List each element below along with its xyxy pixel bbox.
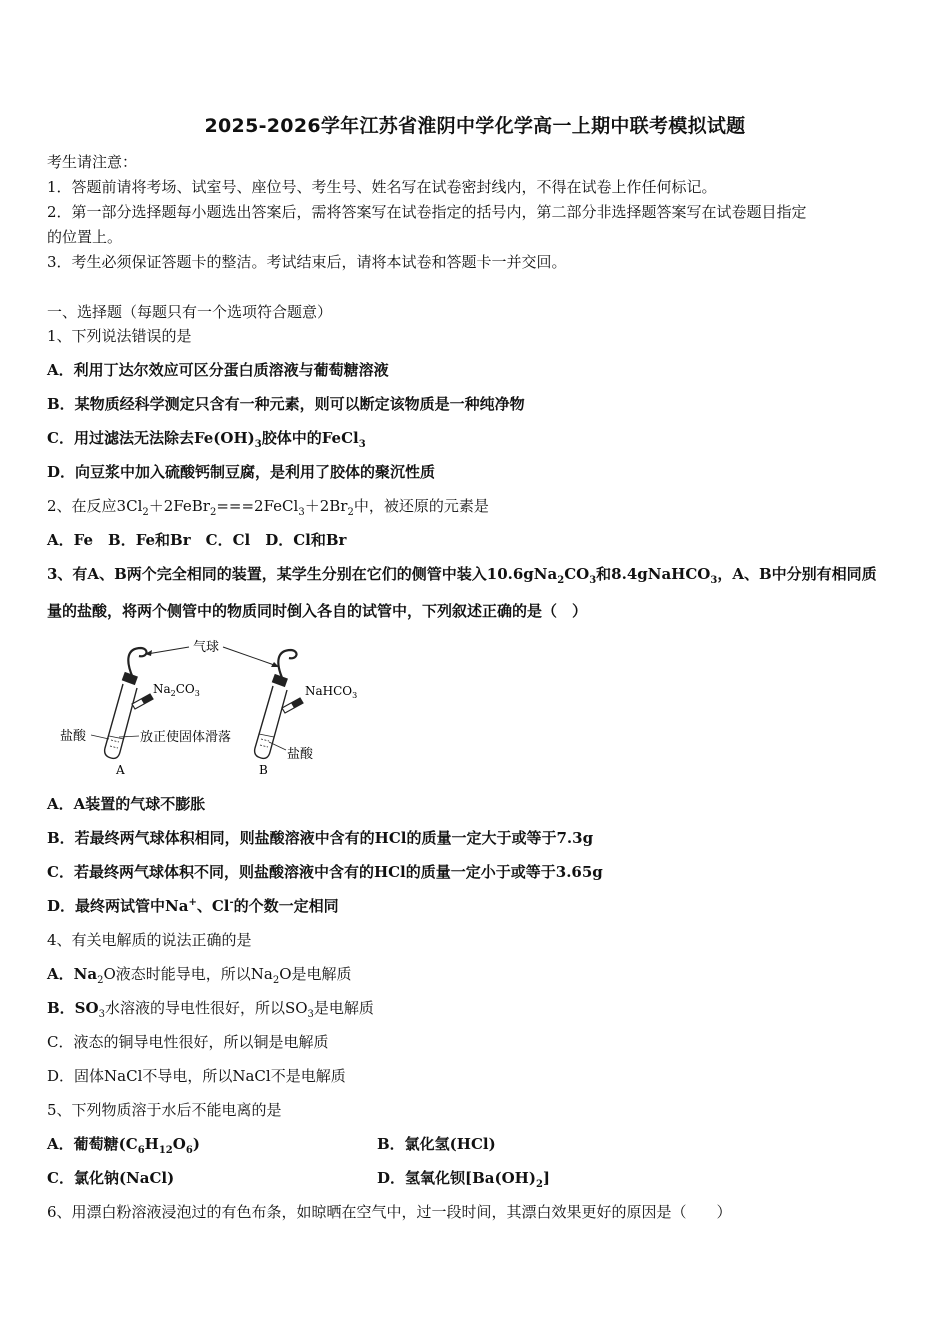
q5-option-c: C．氯化钠(NaCl) bbox=[47, 1169, 175, 1187]
q4-option-b: B．$SO_3$水溶液的导电性很好，所以$SO_3$是电解质 bbox=[47, 999, 374, 1020]
balloon-arrow-right bbox=[223, 647, 277, 666]
notice-item-2-cont: 的位置上。 bbox=[47, 228, 123, 246]
q4-option-c: C．液态的铜导电性很好，所以铜是电解质 bbox=[47, 1033, 329, 1051]
notice-item-1: 1．答题前请将考场、试室号、座位号、考生号、姓名写在试卷密封线内，不得在试卷上作任何标记。 bbox=[47, 178, 717, 196]
note-label: 放正使固体滑落 bbox=[140, 730, 232, 745]
q3-stem-line1: 3、有A、B两个完全相同的装置，某学生分别在它们的侧管中装入$10.6gNa_2CO_3$和8.4gNaHCO$_3$，A、B中分别有相同质 bbox=[47, 565, 877, 586]
balloon-a bbox=[128, 648, 146, 678]
balloon-b bbox=[278, 650, 296, 680]
nahco3-label: NaHCO$_3$ bbox=[305, 684, 358, 700]
notice-item-3: 3．考生必须保证答题卡的整洁。考试结束后，请将本试卷和答题卡一并交回。 bbox=[47, 253, 567, 271]
q1-stem: 1、下列说法错误的是 bbox=[47, 327, 192, 345]
label-a: A bbox=[116, 763, 125, 777]
q5-stem: 5、下列物质溶于水后不能电离的是 bbox=[47, 1101, 282, 1119]
q3-option-a: A．A装置的气球不膨胀 bbox=[47, 795, 206, 813]
q1-option-c: C．用过滤法无法除去$Fe(OH)_3$胶体中的FeCl$_3$ bbox=[47, 429, 366, 450]
test-tube-b bbox=[255, 686, 287, 758]
q4-option-d: D．固体NaCl不导电，所以NaCl不是电解质 bbox=[47, 1067, 346, 1085]
q4-option-a: A．$Na_2O$液态时能导电，所以$Na_2O$是电解质 bbox=[47, 965, 352, 986]
label-b: B bbox=[259, 763, 268, 777]
apparatus-a bbox=[60, 648, 231, 777]
notice-item-2: 2．第一部分选择题每小题选出答案后，需将答案写在试卷指定的括号内，第二部分非选择题答案写在试卷题目指定 bbox=[47, 203, 807, 221]
page-title: 2025-2026学年江苏省淮阴中学化学高一上期中联考模拟试题 bbox=[204, 115, 746, 137]
q1-option-b: B．某物质经科学测定只含有一种元素，则可以断定该物质是一种纯净物 bbox=[47, 395, 525, 413]
q4-stem: 4、有关电解质的说法正确的是 bbox=[47, 931, 252, 949]
acid-label-left: 盐酸 bbox=[60, 729, 87, 744]
q2-stem: 2、在反应$3Cl_2+2FeBr_2===2FeCl_3+2Br_2$中，被还原的元素是 bbox=[47, 497, 489, 518]
q5-option-b: B．氯化氢(HCl) bbox=[377, 1135, 496, 1153]
q3-apparatus-figure bbox=[55, 636, 375, 778]
q3-option-d: D．最终两试管中Na+、Cl-的个数一定相同 bbox=[47, 897, 339, 915]
apparatus-b bbox=[255, 650, 358, 777]
q3-stem-line2: 量的盐酸，将两个侧管中的物质同时倒入各自的试管中，下列叙述正确的是（ ） bbox=[47, 602, 588, 620]
test-tube-a bbox=[105, 684, 137, 758]
balloon-label: 气球 bbox=[193, 640, 220, 655]
q3-option-b: B．若最终两气球体积相同，则盐酸溶液中含有的HCl的质量一定大于或等于7.3g bbox=[47, 829, 594, 847]
q5-option-d: D．氢氧化钡$[Ba(OH)_2]$ bbox=[377, 1169, 551, 1190]
q3-option-c: C．若最终两气球体积不同，则盐酸溶液中含有的HCl的质量一定小于或等于3.65g bbox=[47, 863, 603, 881]
section-heading: 一、选择题（每题只有一个选项符合题意） bbox=[47, 303, 333, 321]
na2co3-label: $Na_2CO_3$ bbox=[153, 682, 200, 698]
q1-option-d: D．向豆浆中加入硫酸钙制豆腐，是利用了胶体的聚沉性质 bbox=[47, 463, 436, 481]
notice-heading: 考生请注意： bbox=[47, 153, 138, 171]
balloon-arrow-left bbox=[147, 647, 189, 654]
q5-option-a: A．葡萄糖$(C_6H_{12}O_6)$ bbox=[47, 1135, 200, 1156]
q1-option-a: A．利用丁达尔效应可区分蛋白质溶液与葡萄糖溶液 bbox=[47, 361, 389, 379]
q2-options: A．Fe B．Fe和Br C．Cl D．Cl和Br bbox=[47, 531, 347, 549]
q6-stem: 6、用漂白粉溶液浸泡过的有色布条，如晾晒在空气中，过一段时间，其漂白效果更好的原因是（ ） bbox=[47, 1203, 732, 1221]
acid-label-right: 盐酸 bbox=[287, 747, 314, 762]
